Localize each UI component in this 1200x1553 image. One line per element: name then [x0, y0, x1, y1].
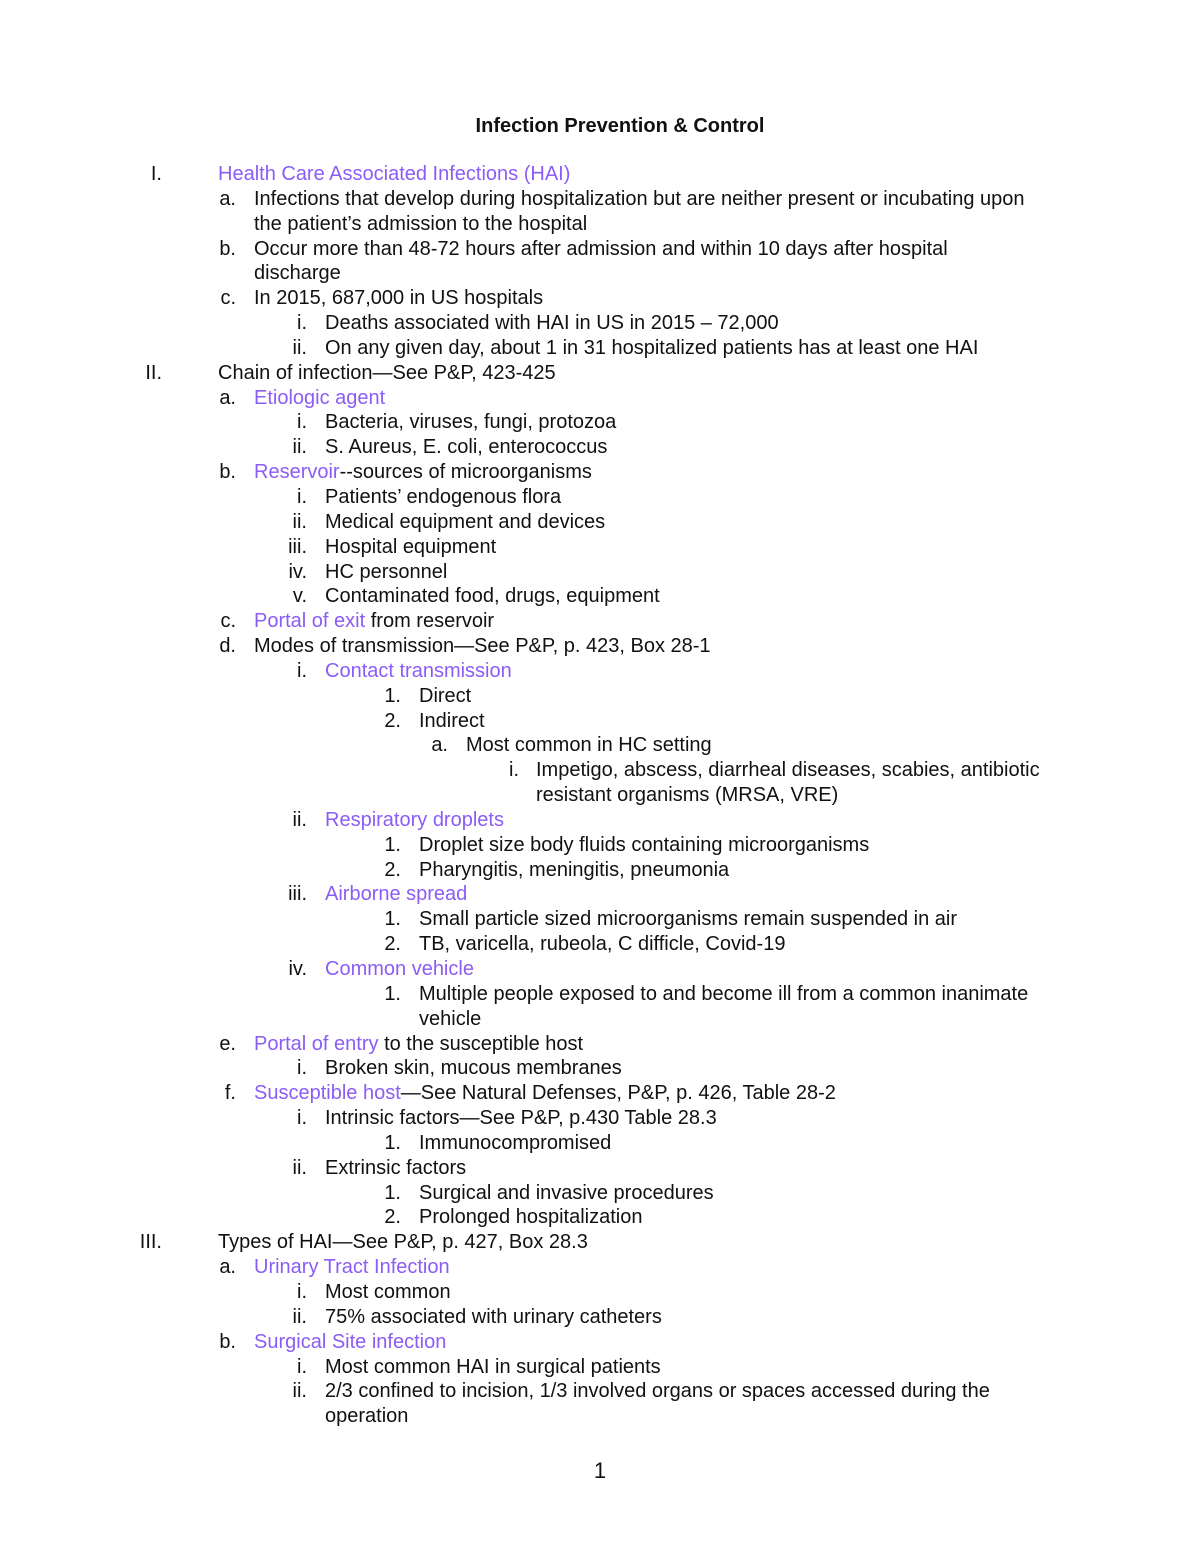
outline-marker: e.: [219, 1032, 236, 1055]
outline-marker: i.: [297, 485, 307, 508]
outline-text: [419, 1007, 481, 1032]
plain-text: the patient’s admission to the hospital: [254, 212, 588, 235]
outline-marker: 1.: [384, 1181, 401, 1204]
outline-item: [0, 1379, 1200, 1404]
highlighted-term: Airborne spread: [325, 883, 468, 906]
outline-item: [0, 609, 1200, 634]
outline-text: [325, 336, 978, 361]
highlighted-term: Health Care Associated Infections (HAI): [218, 163, 571, 185]
outline-text: [325, 1305, 662, 1330]
outline-text: [325, 311, 779, 336]
outline-item: [0, 261, 1200, 286]
outline-marker: 1.: [384, 833, 401, 856]
outline-item: [0, 982, 1200, 1007]
plain-text: Most common in HC setting: [466, 734, 712, 757]
outline-text: [536, 783, 838, 808]
plain-text: Patients’ endogenous flora: [325, 485, 562, 508]
outline-item: [0, 584, 1200, 609]
plain-text: Small particle sized microorganisms remain suspended in air: [419, 908, 957, 931]
outline-text: [254, 261, 341, 286]
outline-text: [254, 187, 1025, 212]
plain-text: Contaminated food, drugs, equipment: [325, 585, 660, 608]
plain-text: Types of HAI—See P&P, p. 427, Box 28.3: [218, 1231, 588, 1254]
outline-text: [254, 386, 385, 411]
highlighted-term: Reservoir: [254, 461, 340, 484]
outline-item: [0, 1355, 1200, 1380]
outline-item: [0, 907, 1200, 932]
highlighted-term: Contact transmission: [325, 659, 512, 682]
plain-text: Hospital equipment: [325, 535, 497, 558]
outline-item: [0, 1081, 1200, 1106]
outline-item: [0, 758, 1200, 783]
outline-item: [0, 286, 1200, 311]
outline-marker: i.: [297, 1280, 307, 1303]
outline-marker: b.: [219, 237, 236, 260]
plain-text: Direct: [419, 684, 472, 707]
outline-text: [254, 634, 711, 659]
outline-text: [419, 709, 485, 734]
outline-text: [218, 1230, 588, 1255]
outline-marker: c.: [220, 610, 236, 633]
outline-item: [0, 435, 1200, 460]
outline-item: [0, 535, 1200, 560]
outline-marker: i.: [297, 659, 307, 682]
highlighted-term: Portal of exit: [254, 610, 366, 633]
plain-text: Bacteria, viruses, fungi, protozoa: [325, 411, 617, 434]
outline-text: [325, 1156, 466, 1181]
plain-text: TB, varicella, rubeola, C difficle, Covid-19: [419, 933, 786, 956]
plain-text: Immunocompromised: [419, 1131, 612, 1154]
outline-item: [0, 1056, 1200, 1081]
outline-item: [0, 560, 1200, 585]
outline-marker: 2.: [384, 1206, 401, 1229]
outline-text: [419, 684, 471, 709]
outline-text: [325, 510, 605, 535]
outline-marker: d.: [219, 635, 236, 658]
plain-text: Most common: [325, 1280, 451, 1303]
outline-item: [0, 932, 1200, 957]
outline-text: [325, 1056, 622, 1081]
outline-text: [419, 833, 869, 858]
outline-text: [325, 659, 512, 684]
outline-marker: i.: [509, 759, 519, 782]
plain-text: --sources of microorganisms: [339, 461, 592, 484]
outline-marker: 1.: [384, 684, 401, 707]
outline-marker: ii.: [292, 1305, 307, 1328]
outline-item: [0, 1255, 1200, 1280]
outline-item: [0, 808, 1200, 833]
outline-item: [0, 510, 1200, 535]
outline-item: [0, 783, 1200, 808]
outline-text: [325, 1280, 451, 1305]
highlighted-term: Surgical Site infection: [254, 1330, 447, 1353]
outline-item: [0, 833, 1200, 858]
outline-marker: 1.: [384, 982, 401, 1005]
outline-item: [0, 386, 1200, 411]
outline-marker: a.: [219, 1256, 236, 1279]
plain-text: Extrinsic factors: [325, 1156, 467, 1179]
outline-item: [0, 1280, 1200, 1305]
plain-text: operation: [325, 1405, 409, 1428]
outline-marker: 2.: [384, 709, 401, 732]
outline-marker: ii.: [292, 436, 307, 459]
outline-marker: I.: [150, 163, 162, 185]
outline-item: [0, 1106, 1200, 1131]
outline-text: [254, 1032, 583, 1057]
outline-item: [0, 237, 1200, 262]
plain-text: Medical equipment and devices: [325, 510, 606, 533]
outline-text: [254, 286, 543, 311]
plain-text: to the susceptible host: [378, 1032, 584, 1055]
outline-text: [419, 982, 1028, 1007]
outline-marker: v.: [292, 585, 307, 608]
outline-text: [325, 410, 616, 435]
outline-item: [0, 1330, 1200, 1355]
highlighted-term: Susceptible host: [254, 1082, 401, 1105]
plain-text: 75% associated with urinary catheters: [325, 1305, 662, 1328]
outline-text: [325, 882, 467, 907]
plain-text: Surgical and invasive procedures: [419, 1181, 714, 1204]
outline-marker: b.: [219, 461, 236, 484]
plain-text: Deaths associated with HAI in US in 2015 – 72,000: [325, 312, 779, 335]
outline-marker: ii.: [292, 1156, 307, 1179]
outline-text: [419, 1131, 611, 1156]
plain-text: Impetigo, abscess, diarrheal diseases, scabies, antibiotic: [536, 759, 1040, 782]
highlighted-term: Urinary Tract Infection: [254, 1256, 450, 1279]
outline-item: [0, 361, 1200, 386]
outline-text: [254, 237, 948, 262]
outline-marker: III.: [139, 1231, 162, 1254]
outline-item: [0, 187, 1200, 212]
highlighted-term: Etiologic agent: [254, 386, 386, 409]
outline-item: [0, 957, 1200, 982]
plain-text: Infections that develop during hospitalization but are neither present or incubating upon: [254, 187, 1025, 210]
plain-text: Most common HAI in surgical patients: [325, 1355, 661, 1378]
outline-text: [325, 808, 504, 833]
outline-text: [419, 1205, 643, 1230]
outline-item: [0, 1131, 1200, 1156]
plain-text: Prolonged hospitalization: [419, 1206, 643, 1229]
outline-text: [254, 609, 494, 634]
plain-text: Multiple people exposed to and become ill from a common inanimate: [419, 982, 1029, 1005]
outline-text: [325, 957, 474, 982]
outline-item: [0, 1404, 1200, 1429]
outline-item: [0, 858, 1200, 883]
highlighted-term: Common vehicle: [325, 958, 474, 980]
plain-text: resistant organisms (MRSA, VRE): [536, 784, 839, 807]
outline-marker: 1.: [384, 1131, 401, 1154]
outline-text: [419, 907, 957, 932]
page-number: 1: [593, 1458, 607, 1483]
outline-marker: i.: [297, 1057, 307, 1080]
outline-item: [0, 336, 1200, 361]
outline-item: [0, 882, 1200, 907]
outline-marker: ii.: [292, 1380, 307, 1403]
outline-marker: a.: [219, 386, 236, 409]
outline-text: [536, 758, 1040, 783]
outline-text: [325, 1355, 661, 1380]
outline-item: [0, 1205, 1200, 1230]
outline-marker: iv.: [288, 958, 307, 980]
outline-text: [218, 361, 556, 386]
outline-item: [0, 634, 1200, 659]
outline-item: [0, 733, 1200, 758]
outline-marker: iii.: [288, 535, 307, 558]
plain-text: vehicle: [419, 1007, 482, 1030]
highlighted-term: Portal of entry: [254, 1032, 379, 1055]
outline-item: [0, 709, 1200, 734]
plain-text: Pharyngitis, meningitis, pneumonia: [419, 858, 730, 881]
outline-marker: iii.: [288, 883, 307, 906]
outline-text: [419, 1181, 714, 1206]
outline-item: [0, 311, 1200, 336]
plain-text: Modes of transmission—See P&P, p. 423, Box 28-1: [254, 635, 711, 658]
plain-text: Droplet size body fluids containing microorganisms: [419, 833, 870, 856]
plain-text: discharge: [254, 262, 341, 285]
outline-marker: a.: [219, 187, 236, 210]
outline-text: [466, 733, 712, 758]
outline-item: [0, 410, 1200, 435]
outline-text: [254, 460, 592, 485]
outline-list: [0, 162, 1200, 1429]
plain-text: —See Natural Defenses, P&P, p. 426, Table 28-2: [400, 1082, 836, 1105]
outline-item: [0, 212, 1200, 237]
outline-marker: i.: [297, 312, 307, 335]
outline-text: [218, 162, 570, 187]
outline-marker: ii.: [292, 808, 307, 831]
outline-text: [325, 584, 660, 609]
plain-text: from reservoir: [365, 610, 495, 633]
page-title: Infection Prevention & Control: [475, 115, 765, 137]
outline-text: [325, 435, 607, 460]
outline-marker: 1.: [384, 908, 401, 931]
outline-item: [0, 1305, 1200, 1330]
outline-text: [325, 1379, 990, 1404]
outline-text: [419, 932, 785, 957]
outline-text: [254, 1081, 836, 1106]
outline-item: [0, 1181, 1200, 1206]
outline-text: [325, 535, 496, 560]
outline-marker: f.: [224, 1082, 236, 1105]
outline-item: [0, 1032, 1200, 1057]
outline-text: [325, 1404, 408, 1429]
plain-text: HC personnel: [325, 560, 448, 583]
outline-item: [0, 1007, 1200, 1032]
outline-text: [254, 1330, 446, 1355]
outline-marker: 2.: [384, 858, 401, 881]
outline-marker: ii.: [292, 510, 307, 533]
plain-text: Intrinsic factors—See P&P, p.430 Table 28.3: [325, 1107, 717, 1130]
outline-text: [419, 858, 729, 883]
outline-item: [0, 684, 1200, 709]
outline-text: [254, 212, 587, 237]
plain-text: Chain of infection—See P&P, 423-425: [218, 361, 556, 384]
outline-marker: i.: [297, 411, 307, 434]
highlighted-term: Respiratory droplets: [325, 808, 504, 831]
outline-item: [0, 162, 1200, 187]
outline-marker: c.: [220, 287, 236, 310]
outline-marker: II.: [145, 361, 162, 384]
outline-text: [254, 1255, 450, 1280]
outline-item: [0, 659, 1200, 684]
outline-marker: ii.: [292, 336, 307, 359]
outline-marker: a.: [431, 734, 448, 757]
outline-item: [0, 460, 1200, 485]
outline-marker: 2.: [384, 933, 401, 956]
outline-item: [0, 1156, 1200, 1181]
outline-marker: b.: [219, 1330, 236, 1353]
plain-text: 2/3 confined to incision, 1/3 involved organs or spaces accessed during the: [325, 1380, 990, 1403]
outline-marker: iv.: [288, 560, 307, 583]
plain-text: S. Aureus, E. coli, enterococcus: [325, 436, 608, 459]
plain-text: Broken skin, mucous membranes: [325, 1057, 622, 1080]
plain-text: Indirect: [419, 709, 485, 732]
outline-text: [325, 1106, 717, 1131]
outline-item: [0, 485, 1200, 510]
plain-text: On any given day, about 1 in 31 hospitalized patients has at least one HAI: [325, 336, 979, 359]
outline-item: [0, 1230, 1200, 1255]
outline-marker: i.: [297, 1355, 307, 1378]
plain-text: In 2015, 687,000 in US hospitals: [254, 287, 544, 310]
outline-text: [325, 560, 447, 585]
outline-marker: i.: [297, 1107, 307, 1130]
outline-text: [325, 485, 561, 510]
plain-text: Occur more than 48-72 hours after admission and within 10 days after hospital: [254, 237, 948, 260]
